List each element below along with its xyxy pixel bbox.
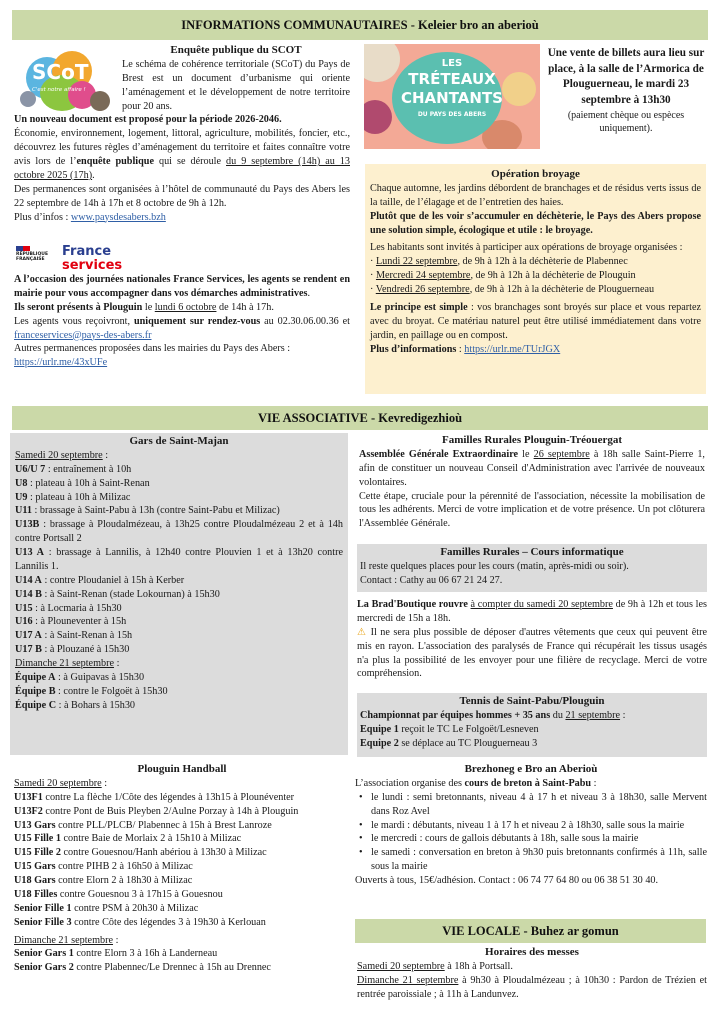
team-name: Équipe B (15, 685, 56, 697)
schedule-detail: : contre le Folgoët à 15h30 (55, 685, 168, 697)
fs-permanences-link[interactable]: https://urlr.me/43xUFe (14, 357, 108, 369)
team-name: U15 Gars (14, 861, 56, 873)
schedule-row (15, 615, 343, 629)
text: : (591, 777, 597, 789)
list-item: • le mardi : débutants, niveau 1 à 17 h et niveau 2 à 18h30, salle sous la mairie (355, 819, 707, 833)
handball-title: Plouguin Handball (137, 763, 227, 775)
schedule-row (15, 602, 343, 616)
text: Économie, environnement, logement, littoral, agriculture, mobilités, foncier, etc., découvrez les futures règles d’aménagement du territoire et faites connaître votre avis lors de l’ (14, 128, 350, 168)
text: au 02.30.06.00.36 et (260, 315, 350, 327)
schedule-detail: : à Bohars à 15h30 (56, 699, 136, 711)
fs-email-link[interactable]: franceservices@pays-des-abers.fr (14, 329, 152, 341)
saint-majan-day-2-list (15, 671, 343, 713)
date: Vendredi 26 septembre (375, 284, 470, 296)
text: L’association organise des (355, 777, 465, 789)
handball-day-2-list (14, 947, 350, 975)
scot-intro: Le schéma de cohérence territoriale (SCoT) du Pays de Brest est un document d’urbanisme qui oriente l’aménagement et le développement de notre territoire pour 20 ans. (122, 58, 350, 112)
text: à 18h salle Saint-Pierre 1, afin de constituer un nouveau Conseil d'Administration avec l'arrivée de nouveaux volontaires. (359, 448, 705, 488)
brad-paragraph-2 (357, 626, 707, 682)
scot-more-info (14, 211, 350, 225)
messes-article (357, 945, 707, 1017)
section-title: INFORMATIONS COMMUNAUTAIRES - Keleier bro an aberioù (181, 18, 539, 32)
text: . (92, 169, 95, 181)
text: Il ne sera plus possible de déposer d'autres vêtements que ceux qui peuvent être mis en rayon. L'association des paralysés de France qui récupérait les tissus usagés n'a plus la possibilité de les envoyer pour une filière de recyclage. Merci de votre compréhension. (357, 626, 707, 680)
team-name: U13F1 (14, 791, 43, 803)
fr-paragraph-2: Cette étape, cruciale pour la pérennité de l'association, nécessite la mobilisation de tous les adhérents. Merci de votre implication et de votre présence. Un pot clôturera l'Assemblée Générale. (359, 490, 705, 530)
schedule-row (15, 491, 343, 505)
text-bold: uniquement sur rendez-vous (133, 315, 261, 327)
schedule-row (14, 860, 350, 874)
brezhoneg-title: Brezhoneg e Bro an Aberioù (464, 763, 598, 775)
broyage-link[interactable]: https://urlr.me/TUrJGX (464, 343, 561, 355)
saint-majan-box: Gars de Saint-Majan Samedi 20 septembre : U6/U 7 : entraînement à 10h U8 : plateau à 10h à Saint-Renan U9 : plateau à 10h à Milizac U11 : brassage à Saint-Pabu à 13h (contre Saint-Pabu et Milizac) U13B : brassage à Ploudalmézeau, à 13h25 contre Ploudalmézeau 2 et à 14h contre Portsall 2 U13 A : brassage à Lannilis, à 12h40 contre Plouvien 1 et à 13h20 contre Lannilis 1. U14 A : contre Ploudaniel à 15h à Kerber U14 B : à Saint-Renan (stade Lokournan) à 15h30 U15 : à Locmaria à 15h30 U16 : à Plouneventer à 15h U17 A : à Saint-Renan à 15h U17 B : à Plouzané à 15h30 Dimanche 21 septembre : Équipe A : à Guipavas à 15h30 Équipe B : contre le Folgoët à 15h30 Équipe C : à Bohars à 15h30 (10, 433, 348, 755)
schedule-detail: contre Gouesnou 3 à 17h15 à Gouesnou (57, 888, 223, 900)
brad-paragraph-1 (357, 598, 707, 626)
team-name: U17 A (15, 630, 42, 642)
team-name: U15 Fille 2 (14, 847, 61, 859)
text: Les agents vous reçoivront, (14, 315, 134, 327)
team-name: U14 B (15, 588, 42, 600)
broyage-paragraph-3 (370, 301, 701, 343)
schedule-row (14, 846, 350, 860)
treteaux-title-1: TRÉTEAUX (408, 70, 496, 88)
broyage-box (365, 164, 706, 394)
schedule-detail: : contre Ploudaniel à 15h à Kerber (41, 574, 185, 586)
brezhoneg-article (355, 762, 707, 916)
team-name: U18 Filles (14, 888, 58, 900)
schedule-row (14, 874, 350, 888)
section-title: VIE LOCALE - Buhez ar gomun (442, 924, 619, 938)
schedule-row (14, 805, 350, 819)
broyage-date-3: · Vendredi 26 septembre, de 9h à 12h à la déchèterie de Plouguerneau (370, 284, 655, 296)
broyage-date-1: · Lundi 22 septembre, de 9h à 12h à la déchèterie de Plabennec (370, 256, 628, 268)
tennis-equipe-1 (360, 723, 704, 737)
schedule-detail: : à Plouzané à 15h30 (41, 644, 130, 656)
schedule-detail: : à Guipavas à 15h30 (55, 671, 145, 683)
text: le (518, 448, 534, 460)
schedule-detail: contre Baie de Morlaix 2 à 15h10 à Milizac (60, 833, 242, 845)
scot-logo-text: SCoT (32, 60, 89, 84)
treteaux-ticket-info: Une vente de billets aura lieu sur place, à la salle de l’Armorica de Plouguerneau, le mardi 23 septembre à 13h30 (547, 47, 705, 107)
text-bold: enquête publique (76, 156, 154, 168)
schedule-detail: contre La flèche 1/Côte des légendes à 13h15 à Plounéventer (42, 791, 295, 803)
team-name: U13 Gars (14, 819, 56, 831)
text: à 9h30 à Ploudalmézeau ; à 10h30 : Pardon de Trézien et rentrée paroissiale ; à 11h à Landunvez. (357, 974, 707, 1000)
schedule-detail: : à Locmaria à 15h30 (32, 602, 122, 614)
familles-rurales-title: Familles Rurales Plouguin-Tréouergat (441, 434, 623, 446)
schedule-row (15, 463, 343, 477)
text-bold: Plus d’informations (370, 343, 457, 355)
text-bold: A l’occasion des journées nationales France Services, les agents se rendent en mairie pour vous accompagner dans vos démarches administratives (14, 274, 350, 299)
team-name: Équipe C (15, 699, 57, 711)
broyage-date-2: · Mercredi 24 septembre, de 9h à 12h à la déchèterie de Plouguin (370, 270, 636, 282)
schedule-row (15, 629, 343, 643)
scot-paragraph-3: Des permanences sont organisées à l’hôtel de communauté du Pays des Abers les 22 septembre de 14h à 17h et 8 octobre de 9h à 12h. (14, 183, 350, 209)
date: à compter du samedi 20 septembre (470, 599, 613, 610)
scot-dates: du 9 septembre (14h) au 13 octobre 2025 (17h) (14, 156, 350, 181)
schedule-detail: : brassage à Lannilis, à 12h40 contre Plouvien 1 et à 13h20 contre Lannilis 1. (15, 547, 344, 572)
text: : vos branchages sont broyés sur place et vous repartez avec du broyat. Ce matériau naturel peut être utilisé immédiatement dans votre jardin, en paillage ou en compost. (370, 301, 702, 341)
republique-label: RÉPUBLIQUE FRANÇAISE (16, 252, 49, 262)
text: se déplace au TC Plouguerneau 3 (398, 737, 538, 749)
scot-paragraph-2 (14, 127, 350, 183)
team-name: U13F2 (14, 805, 43, 817)
schedule-row (14, 832, 350, 846)
fs-paragraph-2 (14, 301, 350, 315)
schedule-row (15, 699, 343, 713)
text: : (620, 709, 626, 721)
schedule-row (15, 685, 343, 699)
broyage-title: Opération broyage (491, 168, 580, 180)
schedule-detail: contre Côte des légendes 3 à 19h30 à Kerlouan (71, 916, 266, 928)
saint-majan-day-2: Dimanche 21 septembre (15, 658, 115, 670)
schedule-row (15, 588, 343, 602)
text: . (307, 287, 311, 299)
schedule-detail: : à Saint-Renan (stade Lokournan) à 15h30 (41, 588, 220, 600)
schedule-detail: : à Plouneventer à 15h (32, 616, 127, 628)
services-label: services (62, 258, 123, 273)
treteaux-payment-note: (paiement chèque ou espèces uniquement). (567, 109, 685, 135)
saint-majan-day-1-list (15, 463, 343, 657)
list-item: • le mercredi : cours de gallois débutants à 18h, salle sous la mairie (355, 832, 707, 846)
schedule-detail: : à Saint-Renan à 15h (41, 630, 133, 642)
brezhoneg-footer: Ouverts à tous, 15€/adhésion. Contact : 06 74 77 64 80 ou 06 38 51 30 40. (355, 875, 659, 887)
schedule-detail: contre PSM à 20h30 à Milizac (71, 902, 199, 914)
schedule-detail: : brassage à Ploudalmézeau, à 13h25 contre Ploudalmézeau 2 et à 14h contre Portsall 2 (15, 519, 343, 545)
broyage-paragraph-2: Les habitants sont invités à participer aux opérations de broyage organisées : (370, 242, 683, 254)
team-name: Senior Gars 2 (14, 962, 74, 974)
messes-sunday (357, 974, 707, 1002)
schedule-detail: : brassage à Saint-Pabu à 13h (contre Saint-Pabu et Milizac) (31, 505, 280, 517)
brad-boutique-article (357, 598, 707, 690)
text-bold: Championnat par équipes hommes + 35 ans (360, 709, 551, 721)
saint-majan-title: Gars de Saint-Majan (129, 435, 229, 447)
schedule-detail: contre Elorn 3 à 16h à Landerneau (73, 948, 218, 960)
section-header-informations (12, 10, 708, 40)
fs-paragraph-1 (14, 273, 350, 301)
text: , de 9h à 12h à la déchèterie de Plouguerneau (469, 284, 655, 296)
brezhoneg-intro (355, 777, 707, 791)
schedule-row (14, 888, 350, 902)
date: 21 septembre (565, 709, 621, 721)
team-name: U17 B (15, 644, 42, 656)
handball-day-1: Samedi 20 septembre (14, 777, 102, 789)
team-name: U13B (15, 519, 40, 531)
scot-bold-line: Un nouveau document est proposé pour la période 2026-2046. (14, 114, 282, 126)
brezhoneg-course-list (355, 791, 707, 874)
date: Lundi 22 septembre (375, 256, 458, 268)
fs-paragraph-3 (14, 315, 350, 343)
treteaux-chantants-image (364, 44, 540, 149)
team-name: U14 A (15, 574, 42, 586)
schedule-detail: : plateau à 10h à Saint-Renan (27, 477, 150, 489)
section-header-vie-associative (12, 406, 708, 430)
cours-info-box (357, 544, 707, 592)
team-name: U13 A (15, 547, 45, 559)
cours-info-contact: Contact : Cathy au 06 67 21 24 27. (360, 574, 503, 586)
schedule-detail: contre Plabennec/Le Drennec à 15h au Drennec (73, 962, 271, 974)
schedule-row (14, 791, 350, 805)
team-name: U6/U 7 (15, 463, 46, 475)
text: à 18h à Portsall. (444, 960, 513, 972)
handball-day-1-list (14, 791, 350, 930)
cours-info-title: Familles Rurales – Cours informatique (440, 546, 624, 558)
schedule-row (14, 902, 350, 916)
team-name: U9 (15, 491, 28, 503)
treteaux-les: LES (441, 58, 463, 69)
cours-info-p1: Il reste quelques places pour les cours (matin, après-midi ou soir). (360, 560, 629, 572)
schedule-detail: : plateau à 10h à Milizac (27, 491, 131, 503)
treteaux-text (542, 46, 710, 158)
tennis-championnat (360, 709, 704, 723)
handball-article: Plouguin Handball Samedi 20 septembre : U13F1 contre La flèche 1/Côte des légendes à 13h15 à Plounéventer U13F2 contre Pont de Buis Pleyben 2/Aulne Porzay à 14h à Plouguin U13 Gars contre PLL/PLCB/ Plabennec à 15h à Brest Lanroze U15 Fille 1 contre Baie de Morlaix 2 à 15h10 à Milizac U15 Fille 2 contre Gouesnou/Hanh abériou à 13h30 à Milizac U15 Gars contre PIHB 2 à 16h50 à Milizac U18 Gars contre Elorn 2 à 18h30 à Milizac U18 Filles contre Gouesnou 3 à 17h15 à Gouesnou Senior Fille 1 contre PSM à 20h30 à Milizac Senior Fille 3 contre Côte des légendes 3 à 19h30 à Kerlouan Dimanche 21 septembre : Senior Gars 1 contre Elorn 3 à 16h à Landerneau Senior Gars 2 contre Plabennec/Le Drennec à 15h au Drennec (14, 762, 350, 1016)
messes-saturday (357, 960, 707, 974)
fs-paragraph-4: Autres permanences proposées dans les mairies du Pays des Abers : (14, 343, 291, 355)
text-bold: La Brad'Boutique rouvre (357, 599, 468, 610)
date: 26 septembre (533, 448, 590, 460)
team-name: U16 (15, 616, 33, 628)
text-bold: Ils seront présents à Plouguin (14, 301, 143, 313)
broyage-more-info (370, 343, 701, 357)
schedule-detail: contre Elorn 2 à 18h30 à Milizac (55, 875, 193, 887)
text: du (550, 709, 566, 721)
text: le (142, 301, 155, 313)
france-label: France (62, 245, 112, 259)
messes-title: Horaires des messes (485, 946, 579, 958)
warning-icon: ⚠ (357, 626, 368, 638)
scot-article (14, 43, 350, 243)
list-item: • le lundi : semi bretonnants, niveau 4 à 17 h et niveau 3 à 18h30, salle Mervent dans Roz Avel (355, 791, 707, 819)
text-bold: Assemblée Générale Extraordinaire (359, 448, 519, 460)
schedule-detail: contre Gouesnou/Hanh abériou à 13h30 à Milizac (60, 847, 267, 859)
team-name: U8 (15, 477, 28, 489)
saint-majan-day-1: Samedi 20 septembre (15, 449, 103, 461)
text-bold: Equipe 2 (360, 737, 399, 749)
fr-paragraph-1 (359, 448, 705, 490)
team-name: Senior Gars 1 (14, 948, 74, 960)
schedule-row (14, 947, 350, 961)
section-title: VIE ASSOCIATIVE - Kevredigezhioù (257, 411, 463, 425)
scot-logo-sub: C'est notre affaire ! (32, 87, 86, 93)
date: Mercredi 24 septembre (375, 270, 471, 282)
team-name: U15 Fille 1 (14, 833, 61, 845)
schedule-row (15, 518, 343, 546)
schedule-detail: contre PLL/PLCB/ Plabennec à 15h à Brest Lanroze (55, 819, 272, 831)
team-name: Équipe A (15, 671, 56, 683)
schedule-row (15, 671, 343, 685)
text: reçoit le TC Le Folgoët/Lesneven (398, 723, 539, 735)
text-bold: cours de breton à Saint-Pabu (464, 777, 592, 789)
paysdesabers-link[interactable]: www.paysdesabers.bzh (70, 211, 166, 223)
schedule-detail: : entraînement à 10h (45, 463, 132, 475)
text-bold: Le principe est simple (370, 301, 468, 313)
tennis-box (357, 693, 707, 757)
team-name: Senior Fille 1 (14, 902, 72, 914)
schedule-detail: contre PIHB 2 à 16h50 à Milizac (55, 861, 193, 873)
schedule-row (15, 477, 343, 491)
team-name: U18 Gars (14, 875, 56, 887)
handball-day-2: Dimanche 21 septembre (14, 934, 114, 946)
tennis-title: Tennis de Saint-Pabu/Plouguin (459, 695, 605, 707)
tennis-equipe-2 (360, 737, 704, 751)
broyage-bold: Plutôt que de les voir s’accumuler en déchèterie, le Pays des Abers propose une solution simple, écologique et utile : le broyage. (370, 210, 701, 236)
text: de 14h à 17h. (216, 301, 274, 313)
date: Dimanche 21 septembre (357, 974, 459, 986)
schedule-row (15, 643, 343, 657)
treteaux-subtitle: DU PAYS DES ABERS (417, 111, 487, 118)
treteaux-title-2: CHANTANTS (401, 89, 503, 107)
france-services-article (14, 245, 350, 401)
scot-title: Enquête publique du SCOT (170, 44, 302, 56)
schedule-row (15, 504, 343, 518)
schedule-row (15, 574, 343, 588)
familles-rurales-article (359, 433, 705, 541)
text: Plus d’infos : (14, 211, 71, 223)
section-header-vie-locale (355, 919, 706, 943)
team-name: Senior Fille 3 (14, 916, 72, 928)
team-name: U15 (15, 602, 33, 614)
text: qui se déroule (153, 156, 227, 168)
republique-flag-icon (16, 246, 30, 251)
schedule-detail: contre Pont de Buis Pleyben 2/Aulne Porzay à 14h à Plouguin (42, 805, 299, 817)
list-item: • le samedi : conversation en breton à 9h30 puis bretonnants confirmés à 11h, salle sous la mairie (355, 846, 707, 874)
schedule-row (15, 546, 343, 574)
date: Samedi 20 septembre (357, 960, 445, 972)
schedule-row (14, 819, 350, 833)
team-name: U11 (15, 505, 32, 517)
text: , de 9h à 12h à la déchèterie de Plabennec (457, 256, 628, 268)
scot-logo-image (18, 45, 114, 111)
fs-date: lundi 6 octobre (154, 301, 217, 313)
text: : (456, 343, 465, 355)
france-services-logo (14, 245, 350, 273)
text-bold: Equipe 1 (360, 723, 399, 735)
text: de 9h à 12h et tous les mercredi de 15h a 18h. (357, 599, 707, 624)
schedule-row (14, 916, 350, 930)
broyage-paragraph-1: Chaque automne, les jardins débordent de branchages et de résidus verts issus de la taille, de l’élagage et de l’entretien des haies. (370, 182, 701, 208)
schedule-row (14, 961, 350, 975)
text: , de 9h à 12h à la déchèterie de Plouguin (470, 270, 636, 282)
